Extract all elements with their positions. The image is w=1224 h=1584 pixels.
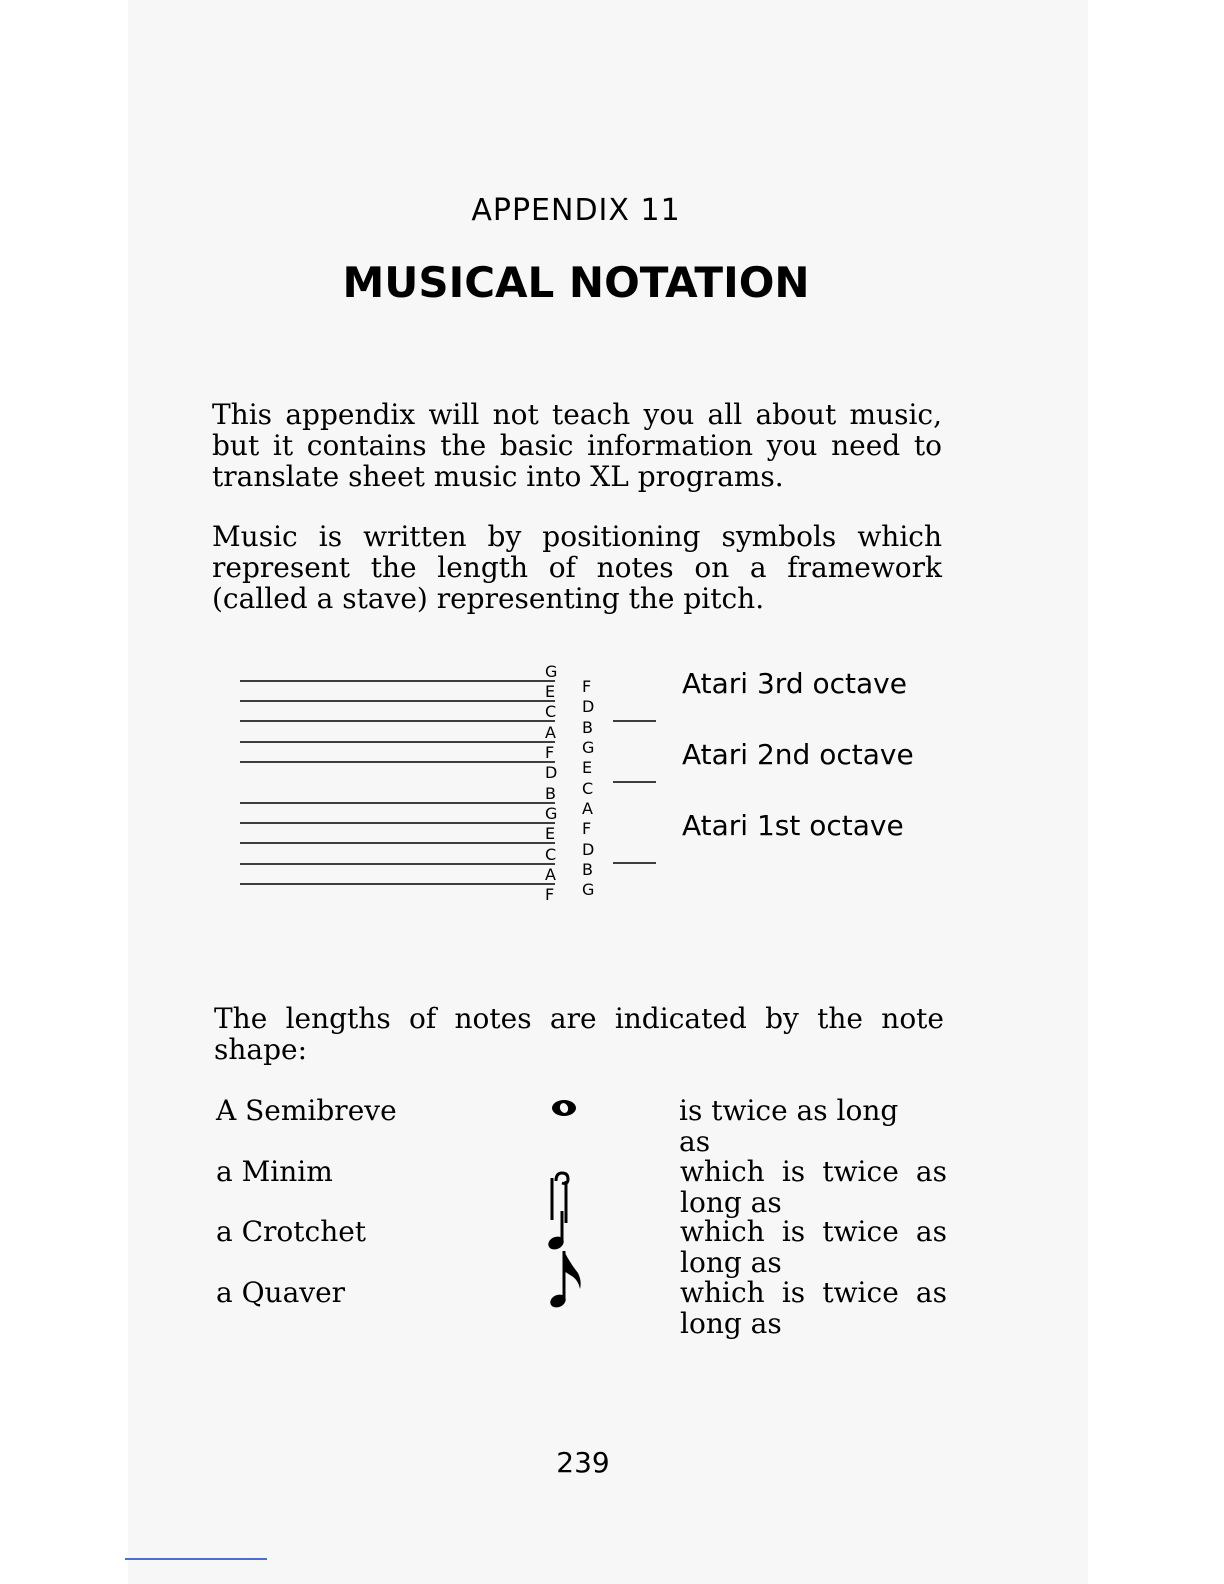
stave-space-letter: B — [582, 860, 593, 879]
octave-label-3rd: Atari 3rd octave — [682, 667, 907, 700]
text-line: which is twice as — [680, 1276, 947, 1309]
text-line: but it contains the basic information you need to — [212, 429, 942, 462]
text-line: translate sheet music into XL programs. — [212, 460, 784, 493]
text-line: represent the length of notes on a framework — [212, 551, 942, 584]
stave-space-letter: F — [582, 677, 592, 696]
description-semibreve — [679, 1095, 931, 1157]
text-line: long as — [680, 1186, 782, 1219]
octave-label-1st: Atari 1st octave — [682, 809, 904, 842]
stave-note-letter: E — [545, 682, 556, 701]
minim-icon — [552, 1173, 568, 1223]
stave-note-letter: G — [545, 804, 558, 823]
stave-space-letter: E — [582, 758, 593, 777]
note-symbols — [540, 1093, 590, 1318]
stave-note-letter: C — [545, 702, 557, 721]
description-crotchet — [680, 1216, 947, 1278]
stave-note-letter: E — [545, 824, 556, 843]
appendix-label: APPENDIX 11 — [471, 193, 681, 228]
stave-space-letter: D — [582, 840, 595, 859]
description-minim — [680, 1156, 947, 1218]
lengths-intro — [214, 1003, 944, 1065]
text-line: shape: — [214, 1033, 308, 1066]
stave-note-letter: F — [545, 743, 555, 762]
page-title: MUSICAL NOTATION — [342, 258, 810, 307]
text-line: (called a stave) representing the pitch. — [212, 582, 765, 615]
text-line: is twice as long as — [679, 1094, 899, 1158]
stave-space-letter: F — [582, 819, 592, 838]
text-line: This appendix will not teach you all about music, — [212, 398, 942, 431]
stave-note-letter: B — [545, 784, 556, 803]
stave-space-letter: A — [582, 799, 593, 818]
note-name-quaver: a Quaver — [216, 1276, 346, 1309]
intro-paragraph-2 — [212, 521, 942, 614]
scan-edge-rule — [125, 1558, 267, 1560]
text-line: which is twice as — [680, 1155, 947, 1188]
page-number: 239 — [556, 1446, 610, 1479]
stave-note-letter: G — [545, 662, 558, 681]
stave-space-letter: G — [582, 880, 595, 899]
crotchet-icon — [546, 1211, 566, 1252]
text-line: The lengths of notes are indicated by the note — [214, 1002, 944, 1035]
semibreve-icon — [552, 1100, 576, 1116]
stave-note-letter: A — [545, 723, 556, 742]
stave-space-letter: D — [582, 697, 595, 716]
octave-label-2nd: Atari 2nd octave — [682, 738, 914, 771]
stave-space-letter: B — [582, 718, 593, 737]
note-name-crotchet: a Crotchet — [216, 1215, 367, 1248]
description-quaver — [680, 1277, 947, 1339]
stave-note-letter: F — [545, 885, 555, 904]
text-line: Music is written by positioning symbols which — [212, 520, 942, 553]
note-name-semibreve: A Semibreve — [216, 1094, 397, 1127]
stave-space-letter: G — [582, 738, 595, 757]
stave-note-letter: C — [545, 845, 557, 864]
intro-paragraph-1 — [212, 399, 942, 492]
text-line: long as — [680, 1307, 782, 1340]
stave-note-letter: D — [545, 763, 558, 782]
quaver-icon — [548, 1251, 580, 1310]
text-line: which is twice as — [680, 1215, 947, 1248]
stave-space-letter: C — [582, 779, 594, 798]
stave-note-letter: A — [545, 865, 556, 884]
text-line: long as — [680, 1246, 782, 1279]
note-name-minim: a Minim — [216, 1155, 333, 1188]
page — [128, 0, 1088, 1584]
